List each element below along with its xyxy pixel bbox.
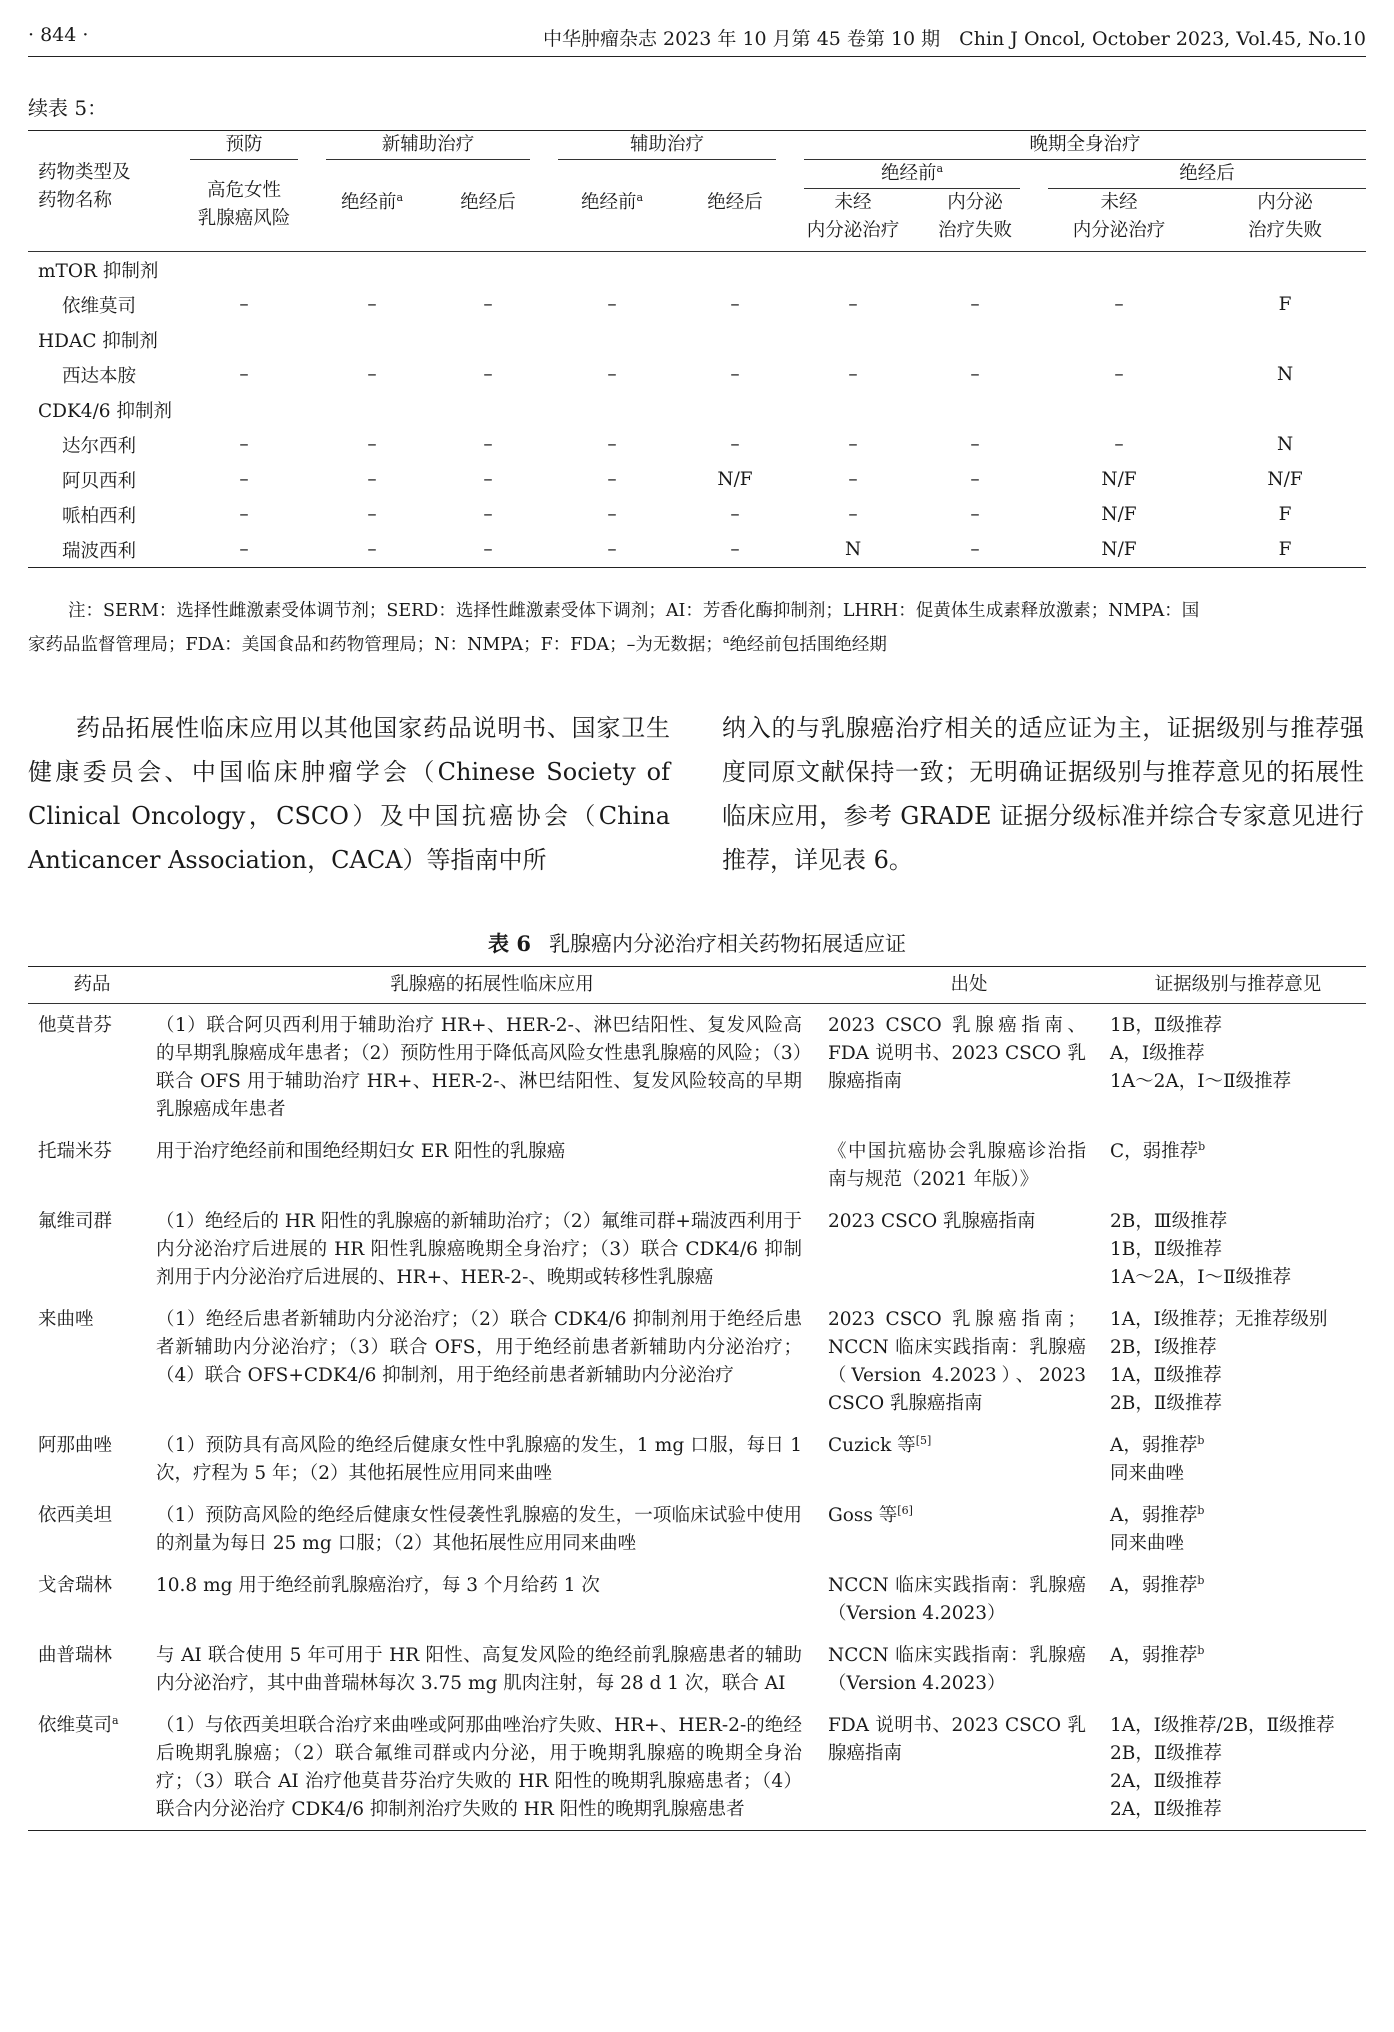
approval-cell: – (367, 294, 377, 315)
approval-cell: – (680, 532, 790, 568)
header-neo-premeno: 绝经前$^a$ (340, 190, 404, 213)
approval-cell: – (970, 364, 980, 385)
table6-title: 乳腺癌内分泌治疗相关药物拓展适应证 (548, 932, 906, 956)
approval-cell: – (239, 364, 249, 385)
approval-cell: – (607, 294, 617, 315)
t6-level (1110, 1004, 1366, 1131)
approval-cell: – (544, 532, 680, 568)
approval-cell: – (239, 294, 249, 315)
t6-drug: 阿那曲唑 (38, 1435, 113, 1456)
t6-level (1110, 1200, 1366, 1298)
t6-level (1110, 1424, 1366, 1494)
t6-header-usage: 乳腺癌的拓展性临床应用 (156, 967, 828, 1004)
t6-level-line: A，Ⅰ级推荐 (1110, 1043, 1205, 1064)
t6-level-line: 2B，Ⅱ级推荐 (1110, 1743, 1222, 1764)
t6-level-line: 1A，Ⅱ级推荐 (1110, 1365, 1222, 1386)
t6-source: Cuzick 等[5] (828, 1433, 932, 1456)
drug-name: 阿贝西利 (62, 470, 137, 492)
approval-cell: – (970, 434, 980, 455)
table6-caption (28, 928, 1366, 958)
approval-cell: – (239, 504, 249, 525)
t6-usage: 10.8 mg 用于绝经前乳腺癌治疗，每 3 个月给药 1 次 (156, 1575, 600, 1596)
t6-usage: （1）预防高风险的绝经后健康女性侵袭性乳腺癌的发生，一项临床试验中使用的剂量为每日 25 mg 口服；（2）其他拓展性应用同来曲唑 (156, 1505, 802, 1554)
approval-cell: – (367, 364, 377, 385)
approval-cell: – (607, 434, 617, 455)
note-line-1: 注：SERM：选择性雌激素受体调节剂；SERD：选择性雌激素受体下调剂；AI：芳香化酶抑制剂；LHRH：促黄体生成素释放激素；NMPA：国 (68, 601, 1200, 621)
header-adv-premeno: 绝经前$^a$ (804, 160, 1020, 189)
t6-header-source: 出处 (828, 967, 1110, 1004)
t6-level-line: 2B，Ⅰ级推荐 (1110, 1337, 1217, 1358)
t6-usage: （1）绝经后患者新辅助内分泌治疗；（2）联合 CDK4/6 抑制剂用于绝经后患者新辅助内分泌治疗；（3）联合 OFS，用于绝经前患者新辅助内分泌治疗；（4）联合 OFS+CDK4/6 抑制剂，用于绝经前患者新辅助内分泌治疗 (156, 1309, 802, 1386)
t6-level (1110, 1564, 1366, 1634)
approval-cell: – (239, 469, 249, 490)
t6-header-level: 证据级别与推荐意见 (1110, 967, 1366, 1004)
header-adv-postmeno: 绝经后 (1048, 160, 1366, 189)
table5-drug-row (28, 357, 1366, 392)
t6-drug: 依维莫司$^a$ (28, 1704, 156, 1831)
approval-cell: – (483, 294, 493, 315)
drug-class-name: HDAC 抑制剂 (38, 330, 158, 352)
approval-cell: – (312, 532, 432, 568)
table5-drug-row (28, 287, 1366, 322)
t6-level-line: 同来曲唑 (1110, 1533, 1185, 1554)
approval-cell: – (730, 434, 740, 455)
table6-body (28, 1004, 1366, 1831)
t6-level-line: 2A，Ⅱ级推荐 (1110, 1799, 1222, 1820)
header-neo-postmeno: 绝经后 (460, 191, 516, 213)
t6-drug: 氟维司群 (38, 1211, 113, 1232)
approval-cell: N (1276, 364, 1294, 385)
t6-drug: 曲普瑞林 (38, 1645, 113, 1666)
t6-source: 2023 CSCO 乳腺癌指南；NCCN 临床实践指南：乳腺癌（Version 4.2023）、2023 CSCO 乳腺癌指南 (828, 1309, 1086, 1414)
header-adj-premeno: 绝经前$^a$ (580, 190, 644, 213)
table6-row (28, 1130, 1366, 1200)
drug-name: 达尔西利 (62, 435, 137, 457)
t6-source: 2023 CSCO 乳腺癌指南 (828, 1211, 1036, 1232)
t6-level-line: 1A～2A，Ⅰ～Ⅱ级推荐 (1110, 1071, 1292, 1092)
page-number: · 844 · (28, 24, 89, 46)
approval-cell: – (367, 504, 377, 525)
t6-source: Goss 等[6] (828, 1503, 913, 1526)
running-header (28, 22, 1366, 57)
t6-level-line: 1A，Ⅰ级推荐/2B，Ⅱ级推荐 (1110, 1715, 1335, 1736)
table5-drug-row (28, 532, 1366, 568)
approval-cell: – (367, 469, 377, 490)
approval-cell: – (848, 504, 858, 525)
t6-level-line: 同来曲唑 (1110, 1463, 1185, 1484)
t6-source: 2023 CSCO 乳腺癌指南、FDA 说明书、2023 CSCO 乳腺癌指南 (828, 1015, 1086, 1092)
t6-level (1110, 1494, 1366, 1564)
table5-group-row (28, 322, 1366, 357)
t6-drug: 依西美坦 (38, 1505, 113, 1526)
approval-cell: – (483, 434, 493, 455)
body-text-right: 纳入的与乳腺癌治疗相关的适应证为主，证据级别与推荐强度同原文献保持一致；无明确证据级别与推荐意见的拓展性临床应用，参考 GRADE 证据分级标准并综合专家意见进行推荐，详见表 6。 (722, 714, 1364, 874)
drug-name: 依维莫司 (62, 295, 137, 317)
col-header-drug: 药物类型及 药物名称 (28, 131, 176, 246)
table6-row (28, 1704, 1366, 1831)
table6-row (28, 1634, 1366, 1704)
approval-cell: – (848, 434, 858, 455)
header-post-failed: 内分泌 治疗失败 (1248, 192, 1323, 241)
approval-cell: N (790, 532, 916, 568)
approval-cell: – (848, 469, 858, 490)
t6-usage: （1）联合阿贝西利用于辅助治疗 HR+、HER-2-、淋巴结阳性、复发风险高的早期乳腺癌成年患者；（2）预防性用于降低高风险女性患乳腺癌的风险；（3）联合 OFS 用于辅助治疗 HR+、HER-2-、淋巴结阳性、复发风险较高的早期乳腺癌成年患者 (156, 1015, 802, 1120)
approval-cell: – (432, 532, 544, 568)
t6-level-line: A，弱推荐$^b$ (1110, 1433, 1205, 1456)
t6-level-line: 1B，Ⅱ级推荐 (1110, 1239, 1222, 1260)
journal-citation: 中华肿瘤杂志 2023 年 10 月第 45 卷第 10 期 Chin J Oncol, October 2023, Vol.45, No.10 (542, 28, 1366, 50)
t6-source: NCCN 临床实践指南：乳腺癌（Version 4.2023） (828, 1575, 1086, 1624)
approval-cell: N/F (1101, 469, 1137, 490)
header-high-risk: 高危女性 乳腺癌风险 (197, 179, 291, 229)
t6-level-line: 1A，Ⅰ级推荐；无推荐级别 (1110, 1309, 1328, 1330)
t6-drug: 他莫昔芬 (38, 1015, 113, 1036)
approval-cell: – (1114, 434, 1124, 455)
table5-drug-row (28, 462, 1366, 497)
approval-cell: F (1278, 504, 1292, 525)
approval-cell: – (848, 364, 858, 385)
approval-cell: F (1278, 294, 1292, 315)
t6-level (1110, 1298, 1366, 1424)
approval-cell: – (176, 532, 312, 568)
approval-cell: N/F (1101, 504, 1137, 525)
t6-source: 《中国抗癌协会乳腺癌诊治指南与规范（2021 年版）》 (828, 1141, 1086, 1190)
journal-page (28, 0, 1366, 2032)
header-prevention: 预防 (190, 131, 298, 160)
approval-cell: – (607, 469, 617, 490)
table5-drug-row (28, 497, 1366, 532)
approval-cell: N/F (717, 469, 753, 490)
t6-level-line: 2B，Ⅲ级推荐 (1110, 1211, 1228, 1232)
approval-cell: – (730, 294, 740, 315)
approval-cell: – (1114, 294, 1124, 315)
approval-cell: – (730, 504, 740, 525)
approval-cell: – (483, 469, 493, 490)
drug-name: 哌柏西利 (62, 505, 137, 527)
drug-name: 西达本胺 (62, 365, 137, 387)
table6-row (28, 1494, 1366, 1564)
t6-source: NCCN 临床实践指南：乳腺癌（Version 4.2023） (828, 1645, 1086, 1694)
table6-row (28, 1298, 1366, 1424)
approval-cell: – (483, 364, 493, 385)
approval-cell: N/F (1267, 469, 1303, 490)
approval-cell: – (730, 364, 740, 385)
header-adj-postmeno: 绝经后 (707, 191, 763, 213)
table6-row (28, 1564, 1366, 1634)
approval-cell: – (970, 469, 980, 490)
t6-usage: （1）预防具有高风险的绝经后健康女性中乳腺癌的发生，1 mg 口服，每日 1 次，疗程为 5 年；（2）其他拓展性应用同来曲唑 (156, 1435, 802, 1484)
table5-body (28, 252, 1366, 568)
table5-group-row (28, 252, 1366, 288)
table5-drug-row (28, 427, 1366, 462)
table6-row (28, 1200, 1366, 1298)
drug-name: 瑞波西利 (28, 532, 176, 568)
approval-cell: – (970, 294, 980, 315)
table5-continued (28, 130, 1366, 568)
approval-cell: – (367, 434, 377, 455)
approval-cell: N/F (1034, 532, 1204, 568)
approval-cell: – (607, 504, 617, 525)
approval-cell: F (1204, 532, 1366, 568)
table6 (28, 966, 1366, 1831)
table5-continued-label: 续表 5： (28, 96, 108, 120)
header-advanced: 晚期全身治疗 (804, 131, 1366, 160)
drug-class-name: CDK4/6 抑制剂 (38, 400, 172, 422)
t6-drug: 托瑞米芬 (38, 1141, 113, 1162)
t6-usage: 用于治疗绝经前和围绝经期妇女 ER 阳性的乳腺癌 (156, 1141, 566, 1162)
body-text-left: 药品拓展性临床应用以其他国家药品说明书、国家卫生健康委员会、中国临床肿瘤学会（Chinese Society of Clinical Oncology，CSCO）及中国抗癌协会（China Anticancer Association，CACA）等指南中所 (28, 714, 670, 874)
table5-group-row (28, 392, 1366, 427)
t6-level-line: 1A～2A，Ⅰ～Ⅱ级推荐 (1110, 1267, 1292, 1288)
t6-drug: 戈舍瑞林 (38, 1575, 113, 1596)
t6-level-line: A，弱推荐$^b$ (1110, 1503, 1205, 1526)
approval-cell: – (607, 364, 617, 385)
table6-row (28, 1424, 1366, 1494)
approval-cell: – (848, 294, 858, 315)
t6-level-line: 1B，Ⅱ级推荐 (1110, 1015, 1222, 1036)
table6-label: 表 6 (488, 931, 531, 956)
t6-source: FDA 说明书、2023 CSCO 乳腺癌指南 (828, 1704, 1110, 1831)
table5-note (28, 594, 1366, 662)
t6-usage: 与 AI 联合使用 5 年可用于 HR 阳性、高复发风险的绝经前乳腺癌患者的辅助内分泌治疗，其中曲普瑞林每次 3.75 mg 肌肉注射，每 28 d 1 次，联合 AI (156, 1645, 802, 1694)
header-pre-naive: 未经 内分泌治疗 (806, 192, 900, 241)
t6-usage: （1）绝经后的 HR 阳性的乳腺癌的新辅助治疗；（2）氟维司群+瑞波西利用于内分泌治疗后进展的 HR 阳性乳腺癌晚期全身治疗；（3）联合 CDK4/6 抑制剂用于内分泌治疗后进展的、HR+、HER-2-、晚期或转移性乳腺癌 (156, 1211, 802, 1288)
note-line-2: 家药品监督管理局；FDA：美国食品和药物管理局；N：NMPA；F：FDA；–为无数据；$^a$绝经前包括围绝经期 (28, 633, 887, 655)
t6-drug: 来曲唑 (38, 1309, 94, 1330)
drug-class-name: mTOR 抑制剂 (38, 260, 159, 282)
approval-cell: – (970, 504, 980, 525)
t6-level-line: A，弱推荐$^b$ (1110, 1643, 1205, 1666)
t6-level-line: A，弱推荐$^b$ (1110, 1573, 1205, 1596)
t6-usage: （1）与依西美坦联合治疗来曲唑或阿那曲唑治疗失败、HR+、HER-2-的绝经后晚期乳腺癌；（2）联合氟维司群或内分泌，用于晚期乳腺癌的晚期全身治疗；（3）联合 AI 治疗他莫昔芬治疗失败的 HR 阳性的晚期乳腺癌患者；（4）联合内分泌治疗 CDK4/6 抑制剂治疗失败的 HR 阳性的晚期乳腺癌患者 (156, 1704, 828, 1831)
header-post-naive: 未经 内分泌治疗 (1072, 192, 1166, 241)
table6-row (28, 1004, 1366, 1131)
approval-cell: – (239, 434, 249, 455)
header-pre-failed: 内分泌 治疗失败 (938, 192, 1013, 241)
approval-cell: – (916, 532, 1034, 568)
t6-level (1110, 1634, 1366, 1704)
approval-cell: – (483, 504, 493, 525)
t6-level (1110, 1704, 1366, 1831)
t6-level-line: 2B，Ⅱ级推荐 (1110, 1393, 1222, 1414)
approval-cell: N (1276, 434, 1294, 455)
approval-cell: – (1114, 364, 1124, 385)
header-neoadjuvant: 新辅助治疗 (326, 131, 530, 160)
t6-header-drug: 药品 (28, 967, 156, 1004)
t6-level (1110, 1130, 1366, 1200)
t6-level-line: 2A，Ⅱ级推荐 (1110, 1771, 1222, 1792)
header-adjuvant: 辅助治疗 (558, 131, 776, 160)
t6-level-line: C，弱推荐$^b$ (1110, 1139, 1206, 1162)
